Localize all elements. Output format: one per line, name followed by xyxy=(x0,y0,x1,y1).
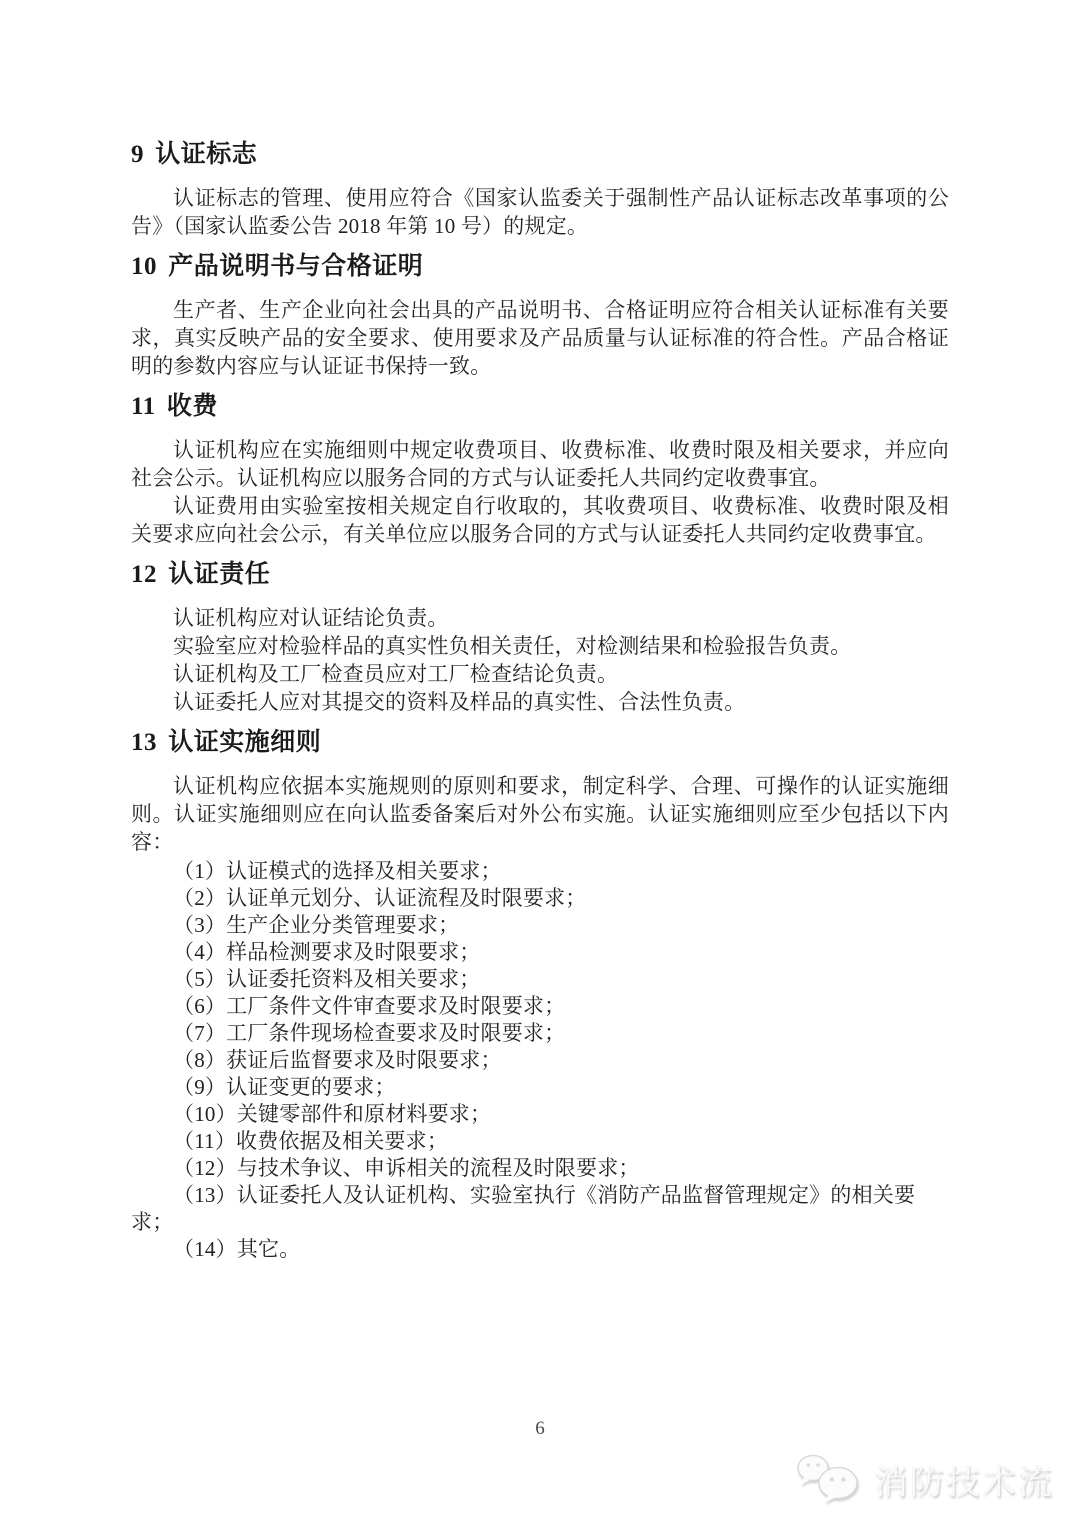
paragraph: 认证委托人应对其提交的资料及样品的真实性、合法性负责。 xyxy=(173,690,746,714)
list-item: （7）工厂条件现场检查要求及时限要求； xyxy=(173,1021,566,1045)
paragraph: 认证机构应对认证结论负责。 xyxy=(173,606,449,630)
list-item: （1）认证模式的选择及相关要求； xyxy=(173,859,502,883)
paragraph: 认证机构应依据本实施规则的原则和要求，制定科学、合理、可操作的认证实施细则。认证实施细则应在向认监委备案后对外公布实施。认证实施细则应至少包括以下内容： xyxy=(131,774,949,854)
list-item: （9）认证变更的要求； xyxy=(173,1075,396,1099)
section-number: 9 xyxy=(131,141,144,168)
document-content xyxy=(131,140,949,1263)
list-item: （3）生产企业分类管理要求； xyxy=(173,913,460,937)
section-certification-mark xyxy=(131,140,949,240)
watermark-text: 消防技术流 xyxy=(874,1463,1054,1502)
list-item: （5）认证委托资料及相关要求； xyxy=(173,967,481,991)
section-fees xyxy=(131,392,949,548)
section-title: 认证实施细则 xyxy=(168,729,322,756)
section-heading xyxy=(131,392,949,422)
paragraph: 实验室应对检验样品的真实性负相关责任，对检测结果和检验报告负责。 xyxy=(173,634,852,658)
section-title: 认证标志 xyxy=(155,141,258,168)
section-product-manual xyxy=(131,252,949,380)
list-item: （6）工厂条件文件审查要求及时限要求； xyxy=(173,994,566,1018)
section-number: 13 xyxy=(131,729,157,756)
section-heading xyxy=(131,560,949,590)
numbered-list xyxy=(131,858,949,1263)
paragraph: 生产者、生产企业向社会出具的产品说明书、合格证明应符合相关认证标准有关要求，真实反映产品的安全要求、使用要求及产品质量与认证标准的符合性。产品合格证明的参数内容应与认证证书保持一致。 xyxy=(131,298,949,378)
list-item: （8）获证后监督要求及时限要求； xyxy=(173,1048,502,1072)
list-item: （2）认证单元划分、认证流程及时限要求； xyxy=(173,886,587,910)
wechat-icon xyxy=(794,1452,864,1506)
list-item: （11）收费依据及相关要求； xyxy=(173,1129,449,1153)
section-number: 11 xyxy=(131,393,156,420)
section-heading xyxy=(131,140,949,170)
list-item: （12）与技术争议、申诉相关的流程及时限要求； xyxy=(173,1156,640,1180)
section-heading xyxy=(131,252,949,282)
section-certification-responsibility xyxy=(131,560,949,716)
list-item: （14）其它。 xyxy=(173,1237,301,1261)
paragraph: 认证机构应在实施细则中规定收费项目、收费标准、收费时限及相关要求，并应向社会公示。认证机构应以服务合同的方式与认证委托人共同约定收费事宜。 xyxy=(131,438,949,490)
list-item: （4）样品检测要求及时限要求； xyxy=(173,940,481,964)
paragraph: 认证费用由实验室按相关规定自行收取的，其收费项目、收费标准、收费时限及相关要求应向社会公示，有关单位应以服务合同的方式与认证委托人共同约定收费事宜。 xyxy=(131,494,949,546)
section-title: 产品说明书与合格证明 xyxy=(168,253,424,280)
paragraph: 认证机构及工厂检查员应对工厂检查结论负责。 xyxy=(173,662,619,686)
paragraph: 认证标志的管理、使用应符合《国家认监委关于强制性产品认证标志改革事项的公告》（国家认监委公告 2018 年第 10 号）的规定。 xyxy=(131,186,949,238)
section-implementation-rules xyxy=(131,728,949,1263)
watermark xyxy=(794,1452,1054,1506)
section-title: 收费 xyxy=(166,393,218,420)
section-number: 12 xyxy=(131,561,157,588)
section-number: 10 xyxy=(131,253,157,280)
section-heading xyxy=(131,728,949,758)
section-title: 认证责任 xyxy=(168,561,271,588)
list-item: （10）关键零部件和原材料要求； xyxy=(173,1102,492,1126)
page-number: 6 xyxy=(535,1418,545,1439)
list-item: （13）认证委托人及认证机构、实验室执行《消防产品监督管理规定》的相关要求； xyxy=(131,1183,916,1234)
